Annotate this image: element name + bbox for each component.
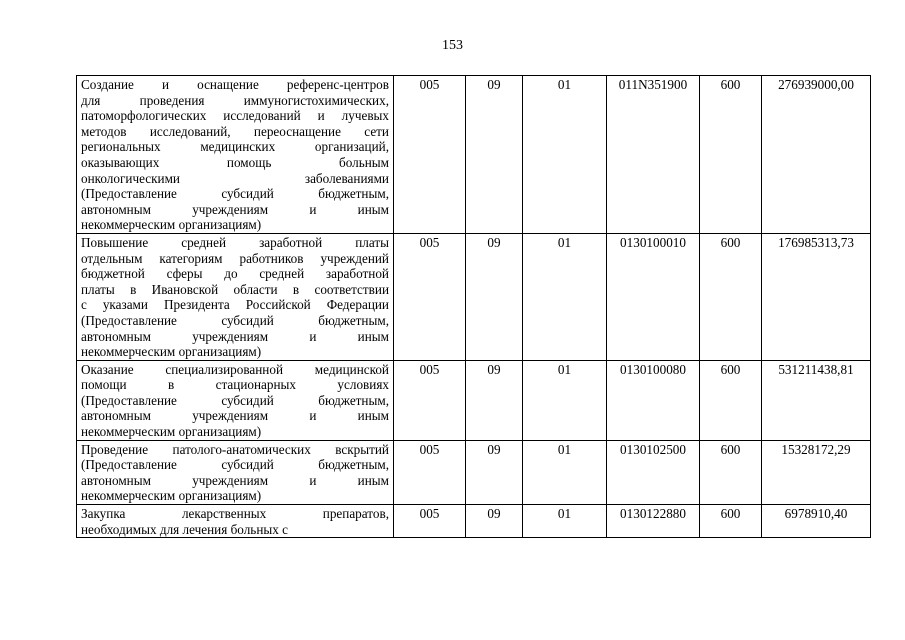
amount-value: 176985313,73 — [762, 233, 871, 360]
row-description — [77, 440, 394, 504]
target-article-code: 0130102500 — [607, 440, 700, 504]
subsection-code: 01 — [523, 505, 607, 538]
row-description — [77, 76, 394, 234]
description-line: Создание и оснащение референс-центров — [81, 77, 389, 92]
ministry-code: 005 — [394, 76, 466, 234]
description-line: Закупка лекарственных препаратов, — [81, 506, 389, 522]
description-line: патоморфологических исследований и лучевых — [81, 108, 389, 124]
row-description — [77, 505, 394, 538]
description-line: бюджетной сферы до средней заработной — [81, 266, 389, 282]
description-line: онкологическими заболеваниями — [81, 170, 389, 186]
amount-value: 6978910,40 — [762, 505, 871, 538]
expense-type-code: 600 — [700, 76, 762, 234]
page-number: 153 — [442, 38, 463, 53]
amount-value: 531211438,81 — [762, 360, 871, 440]
amount-value: 276939000,00 — [762, 76, 871, 234]
section-code: 09 — [466, 440, 523, 504]
table-row — [77, 360, 871, 440]
section-code: 09 — [466, 76, 523, 234]
description-line: помощи в стационарных условиях — [81, 377, 389, 393]
description-line: Проведение патолого-анатомических вскрытий — [81, 441, 389, 457]
description-line: автономным учреждениям и иным — [81, 201, 389, 217]
table-row — [77, 505, 871, 538]
expense-type-code: 600 — [700, 360, 762, 440]
description-line: Оказание специализированной медицинской — [81, 361, 389, 377]
description-line: автономным учреждениям и иным — [81, 472, 389, 488]
section-code: 09 — [466, 360, 523, 440]
ministry-code: 005 — [394, 360, 466, 440]
description-line: (Предоставление субсидий бюджетным, — [81, 392, 389, 408]
description-line: (Предоставление субсидий бюджетным, — [81, 312, 389, 328]
expense-type-code: 600 — [700, 440, 762, 504]
description-line: для проведения иммуногистохимических, — [81, 92, 389, 108]
section-code: 09 — [466, 233, 523, 360]
description-line: (Предоставление субсидий бюджетным, — [81, 457, 389, 473]
description-line: с указами Президента Российской Федерации — [81, 297, 389, 313]
ministry-code: 005 — [394, 233, 466, 360]
description-line: региональных медицинских организаций, — [81, 139, 389, 155]
description-line: автономным учреждениям и иным — [81, 408, 389, 424]
budget-table — [76, 75, 871, 538]
table-row — [77, 76, 871, 234]
target-article-code: 0130122880 — [607, 505, 700, 538]
description-line: необходимых для лечения больных с — [81, 521, 288, 537]
subsection-code: 01 — [523, 233, 607, 360]
target-article-code: 0130100010 — [607, 233, 700, 360]
subsection-code: 01 — [523, 360, 607, 440]
table-row — [77, 233, 871, 360]
row-description — [77, 233, 394, 360]
row-description — [77, 360, 394, 440]
description-line: оказывающих помощь больным — [81, 154, 389, 170]
description-line: платы в Ивановской области в соответствии — [81, 281, 389, 297]
description-line: автономным учреждениям и иным — [81, 328, 389, 344]
description-line: некоммерческим организациям) — [81, 217, 262, 233]
target-article-code: 0130100080 — [607, 360, 700, 440]
description-line: некоммерческим организациям) — [81, 424, 262, 440]
description-line: Повышение средней заработной платы — [81, 234, 389, 250]
expense-type-code: 600 — [700, 233, 762, 360]
description-line: некоммерческим организациям) — [81, 488, 262, 504]
amount-value: 15328172,29 — [762, 440, 871, 504]
description-line: методов исследований, переоснащение сети — [81, 123, 389, 139]
target-article-code: 011N351900 — [607, 76, 700, 234]
description-line: некоммерческим организациям) — [81, 344, 262, 360]
description-line: (Предоставление субсидий бюджетным, — [81, 186, 389, 202]
description-line: отдельным категориям работников учреждений — [81, 250, 389, 266]
table-row — [77, 440, 871, 504]
section-code: 09 — [466, 505, 523, 538]
ministry-code: 005 — [394, 505, 466, 538]
expense-type-code: 600 — [700, 505, 762, 538]
subsection-code: 01 — [523, 440, 607, 504]
ministry-code: 005 — [394, 440, 466, 504]
subsection-code: 01 — [523, 76, 607, 234]
